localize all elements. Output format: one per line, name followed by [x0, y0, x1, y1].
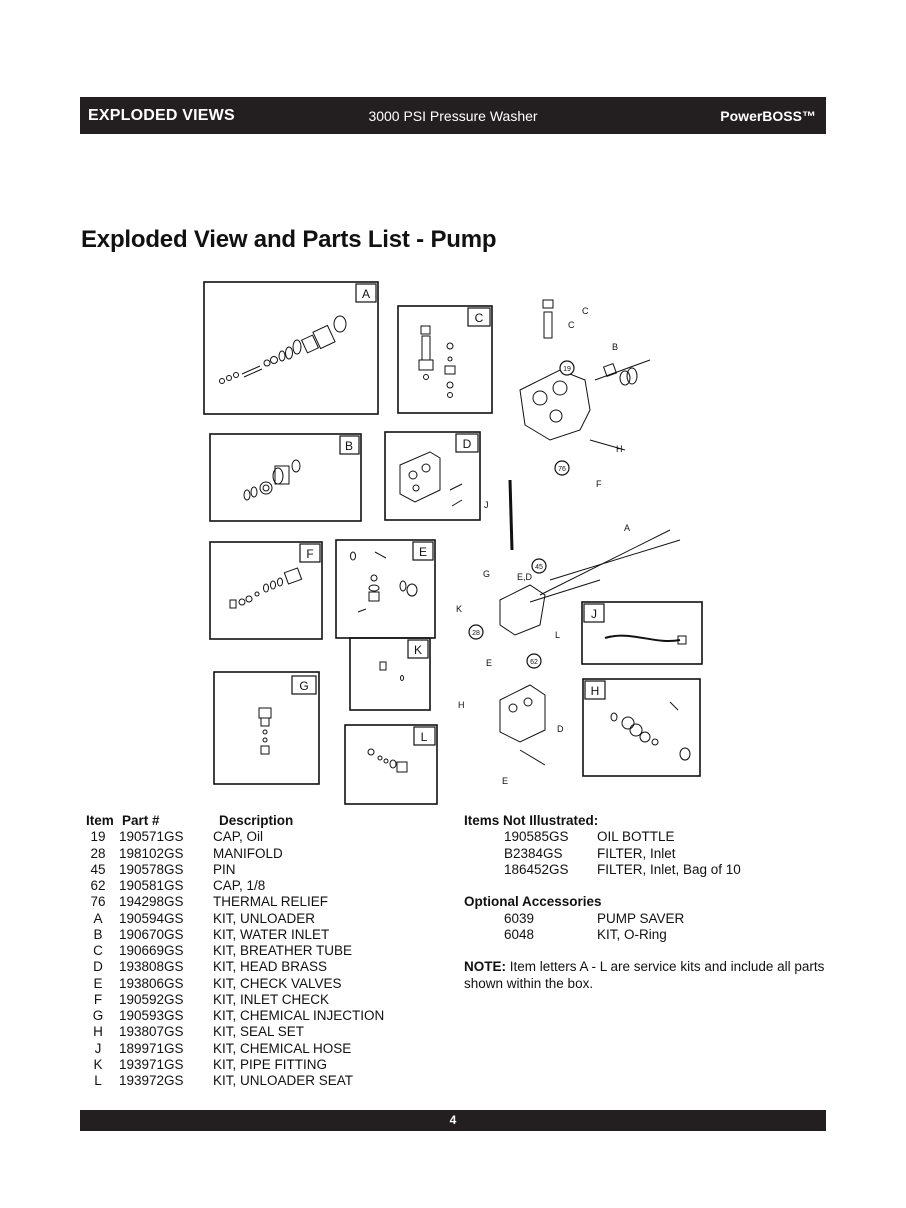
item-code: 6048 [504, 926, 535, 942]
part-number-cell: 193808GS [119, 959, 184, 975]
list-item [464, 927, 826, 943]
kit-box-l-letter: L [420, 730, 428, 744]
list-item [464, 829, 826, 845]
not-illustrated-list [464, 829, 826, 878]
item-cell: 19 [90, 829, 106, 845]
leader-letter-h1: H [616, 444, 623, 454]
note-label: NOTE: [464, 959, 506, 975]
description-cell: CAP, Oil [213, 829, 264, 845]
description-cell: MANIFOLD [213, 845, 283, 861]
item-cell: C [93, 943, 103, 958]
item-cell: H [93, 1024, 103, 1040]
part-number-cell: 190578GS [119, 861, 184, 877]
item-cell: D [93, 959, 103, 975]
part-number-cell: 193972GS [119, 1073, 184, 1088]
kit-box-d [385, 432, 480, 520]
page-title: Exploded View and Parts List - Pump [81, 226, 497, 253]
description-cell: KIT, HEAD BRASS [213, 959, 328, 975]
kit-box-c-letter: C [474, 311, 484, 325]
description-cell: THERMAL RELIEF [213, 894, 329, 910]
kit-box-j-letter: J [591, 607, 597, 621]
exploded-view-diagram [200, 280, 710, 810]
item-description: OIL BOTTLE [597, 829, 675, 845]
part-number-cell: 189971GS [119, 1040, 184, 1056]
part-number-cell: 190593GS [119, 1008, 184, 1023]
leader-letter-b: B [612, 342, 619, 352]
kit-box-b-letter: B [344, 439, 354, 453]
description-cell: KIT, UNLOADER [213, 910, 316, 926]
kit-box-g-letter: G [299, 679, 309, 693]
leader-letter-f: F [596, 479, 602, 489]
description-cell: KIT, PIPE FITTING [213, 1056, 328, 1072]
leader-letter-a: A [624, 523, 631, 533]
service-kit-note [464, 959, 826, 992]
item-code: B2384GS [504, 845, 563, 861]
leader-letter-g: G [483, 569, 491, 579]
note-text: Item letters A - L are service kits and include all parts shown within the box. [464, 959, 825, 991]
kit-box-f-letter: F [306, 547, 314, 561]
kit-box-k [350, 638, 430, 710]
kit-box-l [345, 725, 437, 804]
description-cell: KIT, INLET CHECK [213, 991, 330, 1007]
item-cell: K [93, 1056, 103, 1072]
footer-bar [80, 1110, 826, 1131]
part-number-cell: 190670GS [119, 926, 184, 942]
not-illustrated-title: Items Not Illustrated: [464, 813, 599, 828]
header-bar [80, 97, 826, 134]
kit-box-d-letter: D [462, 437, 472, 451]
header-item: Item [86, 813, 114, 828]
item-cell: B [93, 926, 103, 942]
kit-box-a-letter: A [361, 287, 371, 301]
item-code: 6039 [504, 910, 535, 926]
description-cell: CAP, 1/8 [213, 878, 266, 893]
callout-19: 19 [563, 366, 571, 373]
item-cell: L [94, 1073, 102, 1088]
supplementary-info [464, 813, 826, 992]
description-cell: KIT, BREATHER TUBE [213, 943, 353, 958]
item-cell: 76 [90, 894, 106, 910]
item-description: KIT, O-Ring [597, 926, 667, 942]
kit-box-h [583, 679, 700, 776]
description-cell: KIT, CHEMICAL HOSE [213, 1040, 352, 1056]
leader-letter-j: J [484, 500, 489, 510]
item-code: 190585GS [504, 829, 569, 845]
description-cell: KIT, WATER INLET [213, 926, 330, 942]
leader-letter-e2: E [502, 776, 509, 786]
kit-box-j [582, 602, 702, 664]
kit-box-c [398, 306, 492, 413]
leader-letter-ed: E,D [517, 572, 533, 582]
item-cell: J [94, 1040, 102, 1056]
leader-letter-k: K [456, 604, 463, 614]
leader-letter-e1: E [486, 658, 493, 668]
item-cell: 28 [90, 845, 106, 861]
part-number-cell: 193971GS [119, 1056, 184, 1072]
part-number-cell: 190581GS [119, 878, 184, 893]
optional-accessories-title: Optional Accessories [464, 894, 602, 910]
brand-label: PowerBOSS™ [720, 107, 816, 124]
item-cell: F [93, 991, 103, 1007]
kit-box-a [204, 282, 378, 414]
part-number-cell: 198102GS [119, 845, 184, 861]
leader-letter-c2: C [582, 306, 589, 316]
callout-45: 45 [535, 564, 543, 571]
description-cell: KIT, UNLOADER SEAT [213, 1073, 354, 1088]
item-description: FILTER, Inlet, Bag of 10 [597, 861, 741, 877]
part-number-cell: 194298GS [119, 894, 184, 910]
description-cell: KIT, CHECK VALVES [213, 975, 342, 991]
optional-accessories-list [464, 911, 826, 944]
part-number-cell: 190571GS [119, 829, 184, 845]
callout-76: 76 [558, 466, 566, 473]
item-cell: E [93, 975, 103, 991]
kit-box-e [336, 540, 435, 638]
item-description: PUMP SAVER [597, 910, 685, 926]
page-number: 4 [449, 1113, 457, 1127]
part-number-cell: 190592GS [119, 991, 184, 1007]
item-cell: G [92, 1008, 104, 1023]
list-item [464, 911, 826, 927]
description-cell: PIN [213, 861, 236, 877]
leader-letter-h2: H [458, 700, 465, 710]
leader-letter-c1: C [568, 320, 575, 330]
part-number-cell: 193807GS [119, 1024, 184, 1040]
kit-box-k-letter: K [413, 643, 423, 657]
kit-box-f [210, 542, 322, 639]
kit-box-g [214, 672, 319, 784]
description-cell: KIT, CHEMICAL INJECTION [213, 1008, 385, 1023]
callout-28: 28 [472, 630, 480, 637]
description-cell: KIT, SEAL SET [213, 1024, 305, 1040]
kit-box-h-letter: H [590, 684, 600, 698]
kit-box-b [210, 434, 361, 521]
item-cell: 62 [90, 878, 106, 893]
document-subtitle: 3000 PSI Pressure Washer [368, 107, 538, 124]
header-part: Part # [122, 813, 160, 828]
section-label: EXPLODED VIEWS [88, 106, 235, 124]
kit-box-e-letter: E [418, 545, 428, 559]
item-cell: 45 [90, 861, 106, 877]
item-description: FILTER, Inlet [597, 845, 676, 861]
item-cell: A [93, 910, 103, 926]
part-number-cell: 190669GS [119, 943, 184, 958]
callout-62: 62 [530, 659, 538, 666]
item-code: 186452GS [504, 861, 569, 877]
list-item [464, 846, 826, 862]
part-number-cell: 190594GS [119, 910, 184, 926]
leader-letter-l: L [555, 630, 561, 640]
part-number-cell: 193806GS [119, 975, 184, 991]
leader-letter-d: D [557, 724, 564, 734]
header-description: Description [219, 813, 294, 828]
list-item [464, 862, 826, 878]
